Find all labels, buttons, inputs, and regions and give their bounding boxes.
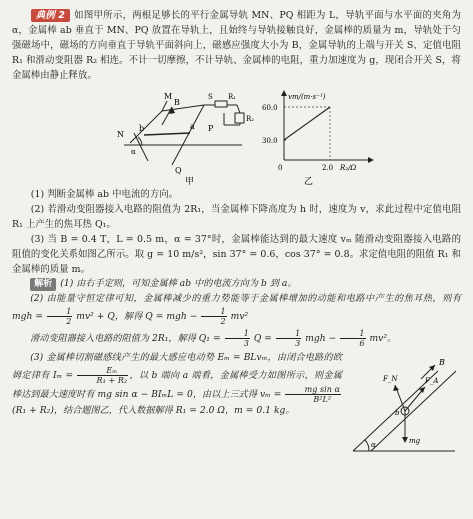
s2-part-g: mv²。 <box>369 334 397 344</box>
example-badge: 典例 2 <box>31 9 70 22</box>
force-diagram <box>343 351 461 461</box>
s2-part-b: mv² + Q，解得 Q = mgh − <box>76 312 198 322</box>
question-1: (1) 判断金属棒 ab 中电流的方向。 <box>30 189 179 200</box>
label-R1: R₁ <box>228 93 237 101</box>
frac-den: R₁ + R₂ <box>96 376 128 385</box>
frac-third-1 <box>225 329 250 348</box>
label-R2: R₂ <box>246 115 255 123</box>
frac-sixth <box>340 329 365 348</box>
frac-vm <box>285 385 341 404</box>
frac-num: mg sin α <box>285 385 341 395</box>
yi-xtick-0: 0 <box>278 164 283 172</box>
s3-part-b: ，以 b 端向 a 端看，金属棒受力如图所示，则金属棒达到最大速度时有 mg sin α − BIₘL = 0，由以上三式得 vₘ = <box>12 371 342 400</box>
label-alpha: α <box>131 148 136 156</box>
s2-part-f: mgh − <box>305 334 337 344</box>
frac-den: 6 <box>359 339 365 348</box>
label-B: B <box>174 98 180 107</box>
yi-ytick-60: 60.0 <box>262 104 278 112</box>
frac-num: 1 <box>225 329 250 339</box>
label-P: P <box>208 124 214 133</box>
s2-part-c: mv² <box>230 312 249 322</box>
label-M: M <box>164 92 173 101</box>
frac-den: 3 <box>295 339 301 348</box>
s3-part-c: (R₁ + R₂)，结合题图乙，代入数据解得 R₁ = 2.0 Ω，m = 0.1 kg。 <box>12 406 295 416</box>
solution-3-block <box>12 351 461 449</box>
solution-2 <box>12 292 461 326</box>
yi-xlabel: R₂/Ω <box>340 164 357 172</box>
frac-num: 1 <box>340 329 365 339</box>
label-N: N <box>117 130 124 139</box>
s2-part-d: 滑动变阻器接入电路的阻值为 2R₁，解得 Q₁ = <box>30 334 221 344</box>
yi-ylabel: vm/(m·s⁻¹) <box>288 93 326 101</box>
caption-jia: 甲 <box>185 177 195 187</box>
force-alpha: α <box>371 441 376 449</box>
frac-den: 2 <box>220 317 226 326</box>
solution-badge: 解析 <box>30 278 56 291</box>
frac-num: 1 <box>47 307 72 317</box>
label-a: a <box>190 122 195 131</box>
question-3: (3) 当 B = 0.4 T，L = 0.5 m，α = 37°时，金属棒能达到的最大速度 vₘ 随滑动变阻器接入电路的阻值的变化关系如图乙所示。取 g = 10 m/s²，sin 37° = 0.6，cos 37° = 0.8。求定值电阻的阻值 R₁ 和金属棒的质量 m。 <box>12 234 461 275</box>
example-intro <box>12 8 461 83</box>
question-2: (2) 若滑动变阻器接入电路的阻值为 2R₁，当金属棒下降高度为 h 时，速度为 v，求此过程中定值电阻 R₁ 上产生的焦耳热 Q₁。 <box>12 204 461 230</box>
s2-part-a: (2) 由能量守恒定律可知，金属棒减少的重力势能等于金属棒增加的动能和电路中产生的焦耳热，则有 mgh = <box>12 294 461 322</box>
frac-num: Eₘ <box>77 366 128 376</box>
intro-text: 如图甲所示，两根足够长的平行金属导轨 MN、PQ 相距为 L，导轨平面与水平面的夹角为 α，金属棒 ab 垂直于 MN、PQ 放置在导轨上，且始终与导轨接触良好，金属棒的质量为 m，导轨处于匀强磁场中，磁场的方向垂直于导轨平面斜向上，磁感应强度大小为 B，金属导轨的上端与开关 S、定值电阻 R₁ 和滑动变阻器 R₂ 相连。不计一切摩擦，不计导轨、金属棒的电阻，重力加速度为 g，现闭合开关 S，将金属棒由静止释放。 <box>12 10 461 81</box>
force-mg: mg <box>409 437 421 445</box>
label-Q: Q <box>175 166 182 175</box>
label-b: b <box>139 124 145 133</box>
solution-3 <box>12 351 342 419</box>
label-S: S <box>208 93 213 101</box>
solution-1 <box>12 277 461 292</box>
s2-part-e: Q = <box>253 334 272 344</box>
figure-yi <box>262 90 374 187</box>
yi-xtick-2: 2.0 <box>322 164 334 172</box>
solution <box>12 277 461 449</box>
yi-ytick-30: 30.0 <box>262 137 278 145</box>
force-b: b <box>395 409 400 417</box>
frac-num: 1 <box>201 307 226 317</box>
force-FN: F_N <box>383 375 398 383</box>
caption-yi: 乙 <box>304 177 314 187</box>
frac-im <box>77 366 128 385</box>
figures-row <box>12 85 461 187</box>
solution-1-text: (1) 由右手定则，可知金属棒 ab 中的电流方向为 b 到 a。 <box>60 279 297 289</box>
frac-den: B²L² <box>313 395 332 404</box>
frac-half-1 <box>47 307 72 326</box>
figure-jia <box>12 85 461 187</box>
frac-third-2 <box>276 329 301 348</box>
frac-den: 3 <box>243 339 249 348</box>
solution-2-cont <box>12 329 461 348</box>
frac-den: 2 <box>66 317 72 326</box>
force-FA: F_A <box>425 377 439 385</box>
s3-part-a: (3) 金属棒切割磁感线产生的最大感应电动势 Eₘ = BLvₘ，由闭合电路的欧姆定律有 Iₘ = <box>12 353 342 381</box>
frac-num: 1 <box>276 329 301 339</box>
force-B: B <box>439 358 445 367</box>
frac-half-2 <box>201 307 226 326</box>
